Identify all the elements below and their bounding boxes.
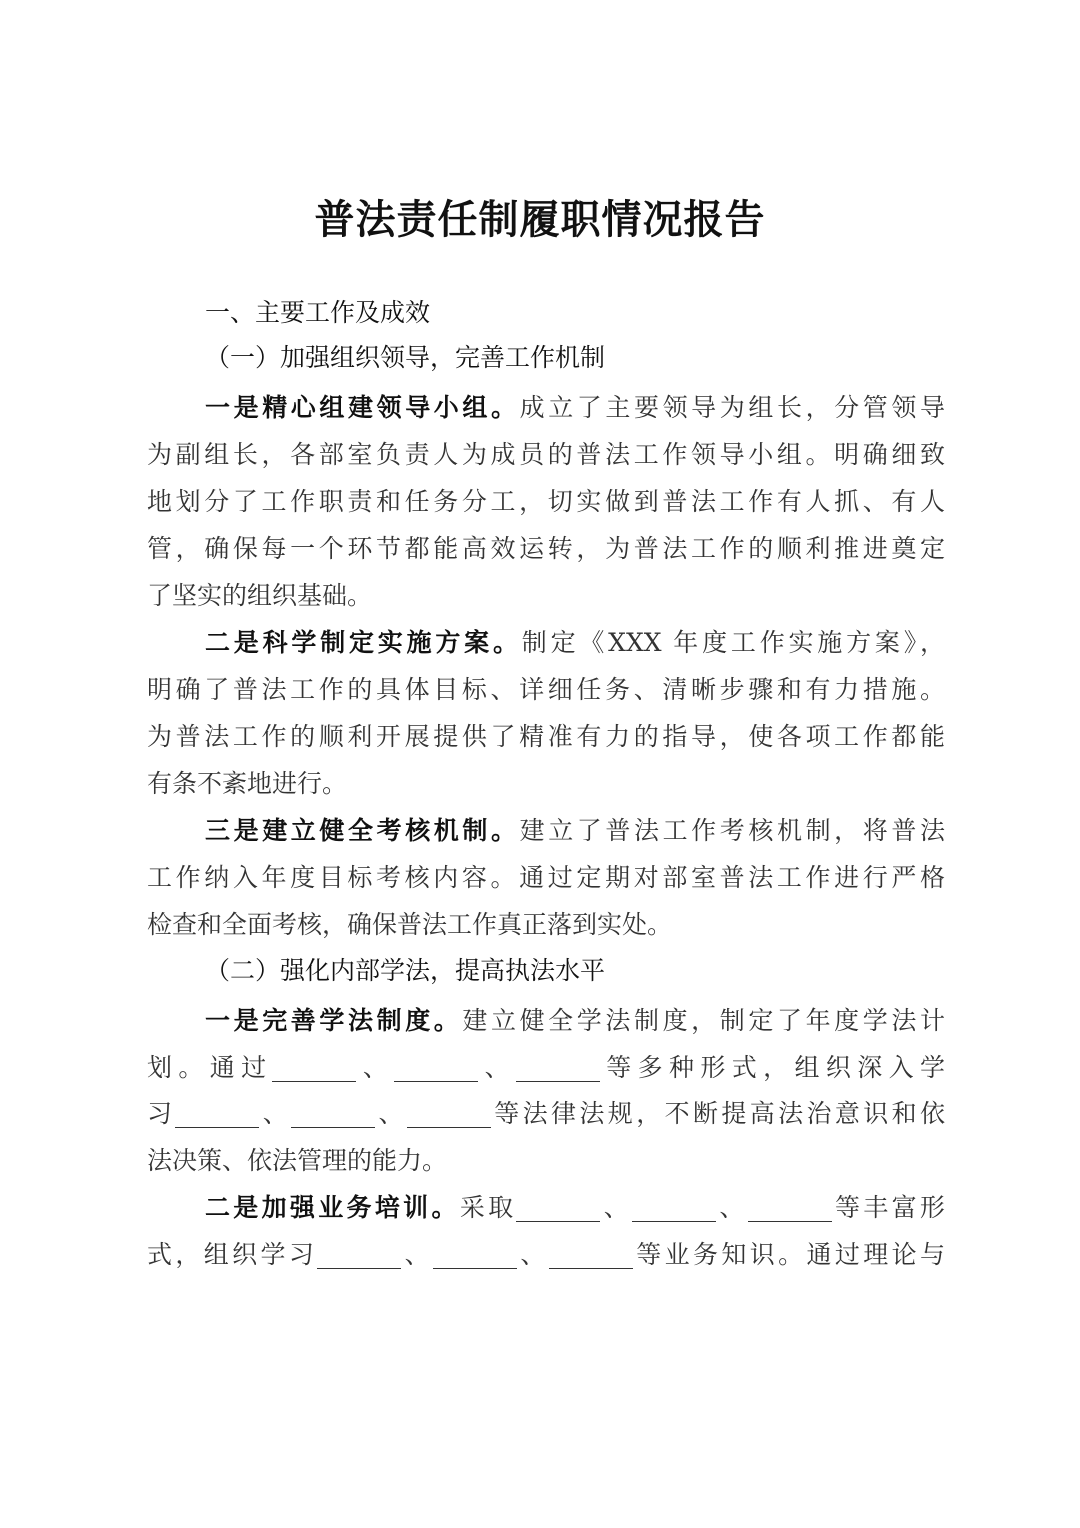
fill-in-blank xyxy=(317,1238,401,1269)
paragraph-line xyxy=(205,1185,945,1231)
fill-in-blank xyxy=(748,1191,832,1222)
section-heading xyxy=(205,290,945,336)
line-text: 等业务知识。通过理论与 xyxy=(632,1240,945,1269)
line-text: 、 xyxy=(600,1193,633,1222)
line-text: 地划分了工作职责和任务分工，切实做到普法工作有人抓、有人 xyxy=(147,487,945,516)
fill-in-blank xyxy=(272,1051,356,1082)
paragraph-line xyxy=(147,855,945,901)
line-text: 、 xyxy=(356,1053,395,1082)
paragraph-line xyxy=(147,526,945,572)
fill-in-blank xyxy=(433,1238,517,1269)
line-text: 了坚实的组织基础。 xyxy=(147,581,373,610)
fill-in-blank xyxy=(394,1051,478,1082)
line-text: 式，组织学习 xyxy=(147,1240,318,1269)
document-title: 普法责任制履职情况报告 xyxy=(314,196,766,243)
line-text: 检查和全面考核，确保普法工作真正落到实处。 xyxy=(147,910,673,939)
paragraph-line xyxy=(147,1232,945,1278)
line-text: 、 xyxy=(517,1240,549,1269)
fill-in-blank xyxy=(175,1097,259,1128)
paragraph-line xyxy=(147,1138,945,1184)
fill-in-blank xyxy=(407,1097,491,1128)
line-text: 有条不紊地进行。 xyxy=(147,769,348,798)
paragraph-line xyxy=(147,902,945,948)
line-text: 、 xyxy=(478,1053,516,1082)
line-text: 习 xyxy=(147,1099,176,1128)
line-text: 划。通过 xyxy=(147,1053,273,1082)
paragraph-lead: 一是精心组建领导小组。 xyxy=(205,393,520,422)
line-text: 建立了普法工作考核机制，将普法 xyxy=(519,816,945,845)
line-text: （一）加强组织领导，完善工作机制 xyxy=(205,343,606,372)
line-text: 建立健全学法制度，制定了年度学法计 xyxy=(462,1006,945,1035)
line-text: 等法律法规，不断提高法治意识和依 xyxy=(490,1099,945,1128)
paragraph-line xyxy=(147,1091,945,1137)
line-text: 制定《XXX 年度工作实施方案》， xyxy=(521,628,945,657)
line-text: 明确了普法工作的具体目标、详细任务、清晰步骤和有力措施。 xyxy=(147,675,945,704)
paragraph-line xyxy=(147,667,945,713)
fill-in-blank xyxy=(549,1238,633,1269)
fill-in-blank xyxy=(516,1051,600,1082)
fill-in-blank xyxy=(632,1191,716,1222)
section-heading xyxy=(205,948,945,994)
paragraph-line xyxy=(147,479,945,525)
section-heading xyxy=(205,335,945,381)
line-text: 等丰富形 xyxy=(831,1193,945,1222)
paragraph-lead: 二是加强业务培训。 xyxy=(205,1193,460,1222)
paragraph-lead: 二是科学制定实施方案。 xyxy=(205,628,522,657)
line-text: 、 xyxy=(375,1099,407,1128)
line-text: 等多种形式，组织深入学 xyxy=(599,1053,945,1082)
line-text: 、 xyxy=(401,1240,434,1269)
paragraph-line xyxy=(205,620,945,666)
line-text: 工作纳入年度目标考核内容。通过定期对部室普法工作进行严格 xyxy=(147,863,945,892)
line-text: 为副组长，各部室负责人为成员的普法工作领导小组。明确细致 xyxy=(147,440,945,469)
line-text: 、 xyxy=(259,1099,292,1128)
line-text: 采取 xyxy=(459,1193,517,1222)
paragraph-line xyxy=(147,432,945,478)
line-text: （二）强化内部学法，提高执法水平 xyxy=(205,956,606,985)
line-text: 成立了主要领导为组长，分管领导 xyxy=(519,393,945,422)
paragraph-lead: 一是完善学法制度。 xyxy=(205,1006,463,1035)
line-text: 管，确保每一个环节都能高效运转，为普法工作的顺利推进奠定 xyxy=(147,534,945,563)
paragraph-lead: 三是建立健全考核机制。 xyxy=(205,816,520,845)
line-text: 为普法工作的顺利开展提供了精准有力的指导，使各项工作都能 xyxy=(147,722,945,751)
paragraph-line xyxy=(205,385,945,431)
line-text: 一、主要工作及成效 xyxy=(205,298,431,327)
paragraph-line xyxy=(205,998,945,1044)
paragraph-line xyxy=(147,573,945,619)
line-text: 、 xyxy=(716,1193,748,1222)
paragraph-line xyxy=(147,761,945,807)
line-text: 法决策、依法管理的能力。 xyxy=(147,1146,448,1175)
fill-in-blank xyxy=(291,1097,375,1128)
fill-in-blank xyxy=(516,1191,600,1222)
paragraph-line xyxy=(147,1045,945,1091)
paragraph-line xyxy=(147,714,945,760)
paragraph-line xyxy=(205,808,945,854)
